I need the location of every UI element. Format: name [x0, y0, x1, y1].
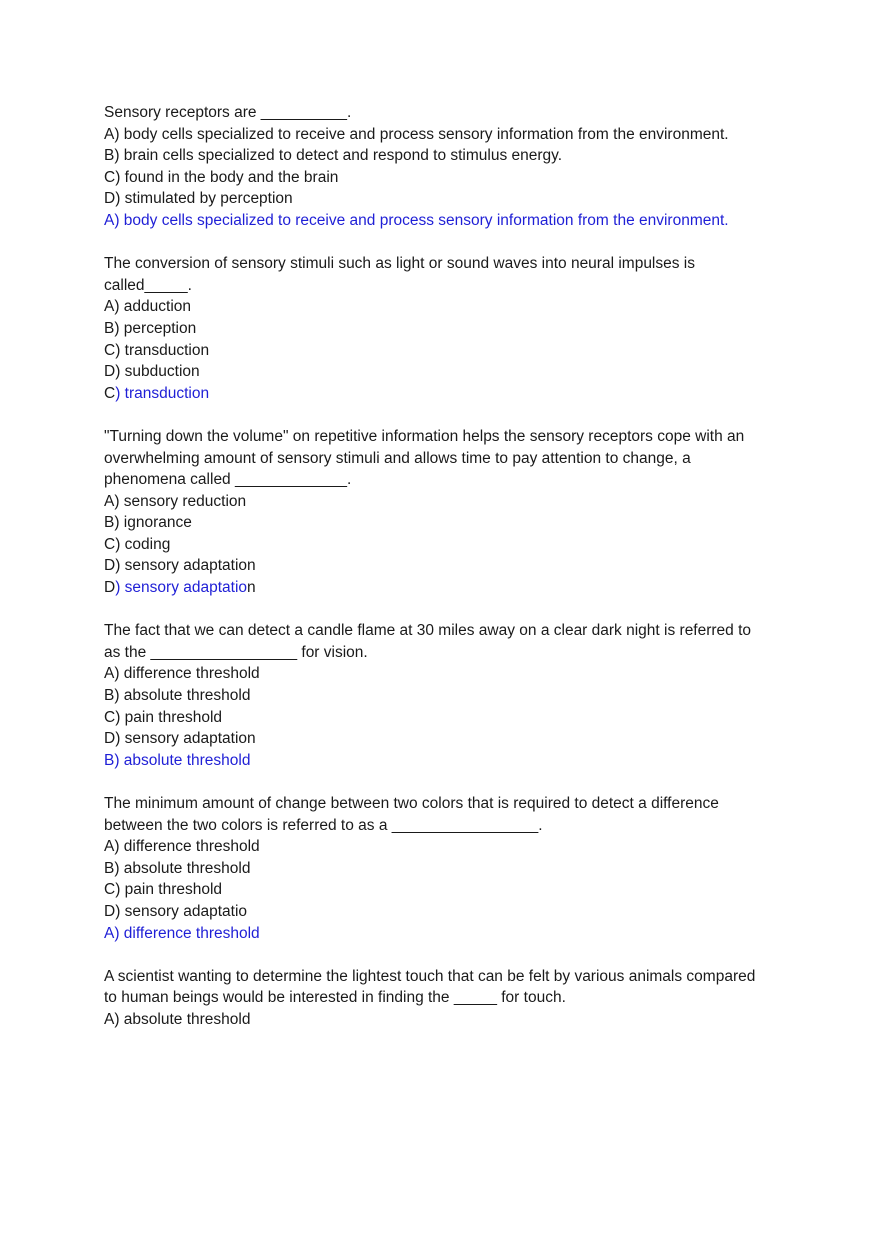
- option-a: A) difference threshold: [104, 838, 260, 856]
- question-stem: between the two colors is referred to as a _________________.: [104, 816, 543, 834]
- answer-prefix: C: [104, 384, 116, 402]
- answer-text: B) absolute threshold: [104, 751, 251, 769]
- option-c: C) pain threshold: [104, 881, 223, 899]
- question-4: [104, 620, 784, 771]
- answer-suffix: n: [247, 579, 256, 597]
- answer-text: A) difference threshold: [104, 924, 260, 942]
- option-d: D) sensory adaptation: [104, 730, 256, 748]
- answer-line: [104, 923, 784, 945]
- question-stem: as the _________________ for vision.: [104, 643, 368, 661]
- option-a: A) body cells specialized to receive and process sensory information from the environment.: [104, 125, 729, 143]
- answer-prefix: D: [104, 579, 116, 597]
- option-a: A) sensory reduction: [104, 492, 247, 510]
- option-d: D) stimulated by perception: [104, 190, 293, 208]
- option-a: A) difference threshold: [104, 665, 260, 683]
- answer-text: A) body cells specialized to receive and process sensory information from the environment.: [104, 211, 729, 229]
- question-5: [104, 793, 784, 944]
- answer-line: [104, 577, 784, 599]
- question-1: [104, 102, 784, 232]
- question-stem: "Turning down the volume" on repetitive information helps the sensory receptors cope with an: [104, 427, 745, 445]
- question-stem: called_____.: [104, 276, 192, 294]
- question-stem: to human beings would be interested in finding the _____ for touch.: [104, 989, 566, 1007]
- question-3: [104, 426, 784, 599]
- answer-line: [104, 210, 784, 232]
- option-b: B) perception: [104, 319, 197, 337]
- question-6: [104, 966, 784, 1031]
- answer-line: [104, 383, 784, 405]
- document-page: [104, 102, 784, 1052]
- question-stem: Sensory receptors are __________.: [104, 104, 352, 121]
- option-b: B) ignorance: [104, 514, 192, 532]
- question-stem: A scientist wanting to determine the lightest touch that can be felt by various animals compared: [104, 967, 756, 985]
- option-c: C) pain threshold: [104, 708, 223, 726]
- answer-line: [104, 750, 784, 772]
- option-c: C) coding: [104, 535, 171, 553]
- question-2: [104, 253, 784, 404]
- option-c: C) found in the body and the brain: [104, 168, 339, 186]
- option-a: A) absolute threshold: [104, 1010, 251, 1028]
- answer-text: ) sensory adaptatio: [115, 579, 248, 597]
- question-stem: The fact that we can detect a candle flame at 30 miles away on a clear dark night is referred to: [104, 622, 752, 640]
- question-stem: The conversion of sensory stimuli such as light or sound waves into neural impulses is: [104, 255, 695, 273]
- option-b: B) absolute threshold: [104, 687, 251, 705]
- option-a: A) adduction: [104, 298, 192, 316]
- option-c: C) transduction: [104, 341, 210, 359]
- option-b: B) absolute threshold: [104, 859, 251, 877]
- option-d: D) sensory adaptatio: [104, 902, 248, 920]
- question-stem: phenomena called _____________.: [104, 471, 352, 489]
- answer-text: ) transduction: [115, 384, 210, 402]
- option-d: D) sensory adaptation: [104, 557, 256, 575]
- question-stem: The minimum amount of change between two colors that is required to detect a difference: [104, 795, 719, 812]
- question-stem: overwhelming amount of sensory stimuli and allows time to pay attention to change, a: [104, 449, 691, 467]
- option-d: D) subduction: [104, 363, 200, 381]
- option-b: B) brain cells specialized to detect and respond to stimulus energy.: [104, 147, 563, 165]
